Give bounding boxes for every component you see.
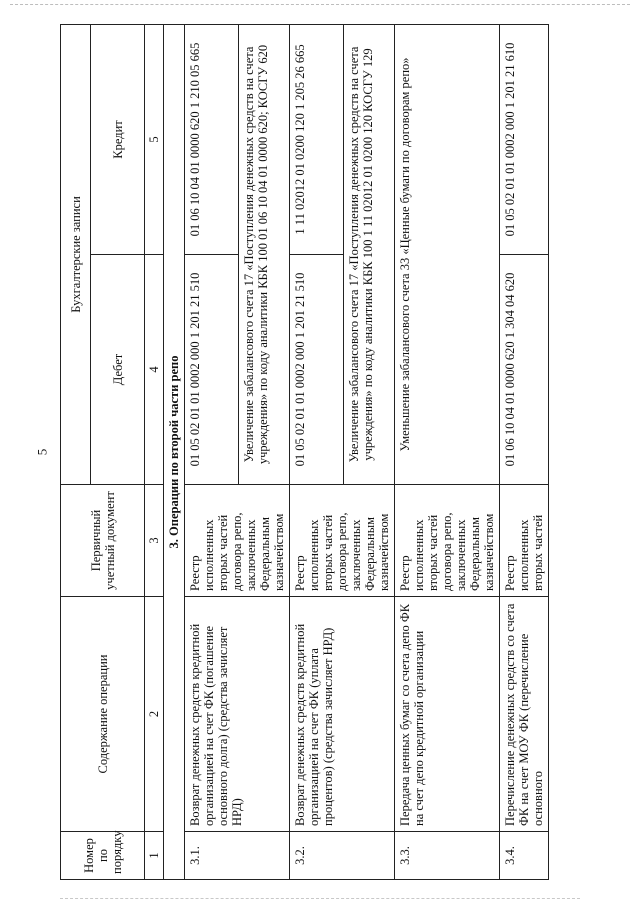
row-note: Увеличение забалансового счета 17 «Поступления денежных средств на счета учреждения» по коду аналитики КБК 100 1 11 02012 01 0200 120 КОСГУ 129 <box>343 24 394 484</box>
header-debit: Дебет <box>91 255 145 485</box>
header-content: Содержание операции <box>61 597 145 832</box>
row-debit: 01 05 02 01 01 0002 000 1 201 21 510 <box>185 255 239 485</box>
row-num: 3.3. <box>395 832 500 880</box>
col-number: 5 <box>145 24 164 254</box>
row-content: Перечисление денежных средств со счета ФК на счет МОУ ФК (перечисление основного <box>500 597 549 832</box>
row-num: 3.4. <box>500 832 549 880</box>
column-number-row <box>145 24 164 879</box>
row-document: Реестр исполненных вторых частей <box>500 485 549 597</box>
row-debit: 01 05 02 01 01 0002 000 1 201 21 510 <box>290 255 344 485</box>
accounting-table <box>60 24 549 880</box>
header-records: Бухгалтерские записи <box>61 24 91 484</box>
row-content: Возврат денежных средств кредитной организацией на счет ФК (погашение основного долга) (средства зачисляет НРД) <box>185 597 290 832</box>
table-row <box>395 24 500 879</box>
row-document: Реестр исполненных вторых частей договора репо, заключенных Федеральным казначейством <box>395 485 500 597</box>
header-credit: Кредит <box>91 24 145 254</box>
section-title: 3. Операции по второй части репо <box>164 24 185 879</box>
document-table-wrapper <box>60 25 580 880</box>
section-row <box>164 24 185 879</box>
row-num: 3.2. <box>290 832 395 880</box>
col-number: 2 <box>145 597 164 832</box>
row-credit: 01 05 02 01 01 0002 000 1 201 21 610 <box>500 24 549 254</box>
header-num: Номер по порядку <box>61 832 145 880</box>
header-document: Первичный учетный документ <box>61 485 145 597</box>
col-number: 4 <box>145 255 164 485</box>
row-debit: 01 06 10 04 01 0000 620 1 304 04 620 <box>500 255 549 485</box>
row-content: Передача ценных бумаг со счета депо ФК на счет депо кредитной организации <box>395 597 500 832</box>
row-document: Реестр исполненных вторых частей договора репо, заключенных Федеральным казначейством <box>185 485 290 597</box>
row-num: 3.1. <box>185 832 290 880</box>
row-note: Уменьшение забалансового счета 33 «Ценные бумаги по договорам репо» <box>395 24 500 484</box>
col-number: 3 <box>145 485 164 597</box>
table-row <box>500 24 549 879</box>
table-row <box>290 24 344 879</box>
row-credit: 01 06 10 04 01 0000 620 1 210 05 665 <box>185 24 239 254</box>
col-number: 1 <box>145 832 164 880</box>
table-row <box>185 24 239 879</box>
page-number: 5 <box>34 448 50 456</box>
row-note: Увеличение забалансового счета 17 «Поступления денежных средств на счета учреждения» по коду аналитики КБК 100 01 06 10 04 01 0000 620; КОСГУ 620 <box>238 24 289 484</box>
scan-edge-bottom <box>60 898 580 899</box>
scan-edge-top <box>10 4 630 5</box>
rotated-page-area <box>60 25 580 880</box>
row-document: Реестр исполненных вторых частей договора репо, заключенных Федеральным казначейством <box>290 485 395 597</box>
row-content: Возврат денежных средств кредитной организацией на счет ФК (уплата процентов) (средства зачисляет НРД) <box>290 597 395 832</box>
row-credit: 1 11 02012 01 0200 120 1 205 26 665 <box>290 24 344 254</box>
